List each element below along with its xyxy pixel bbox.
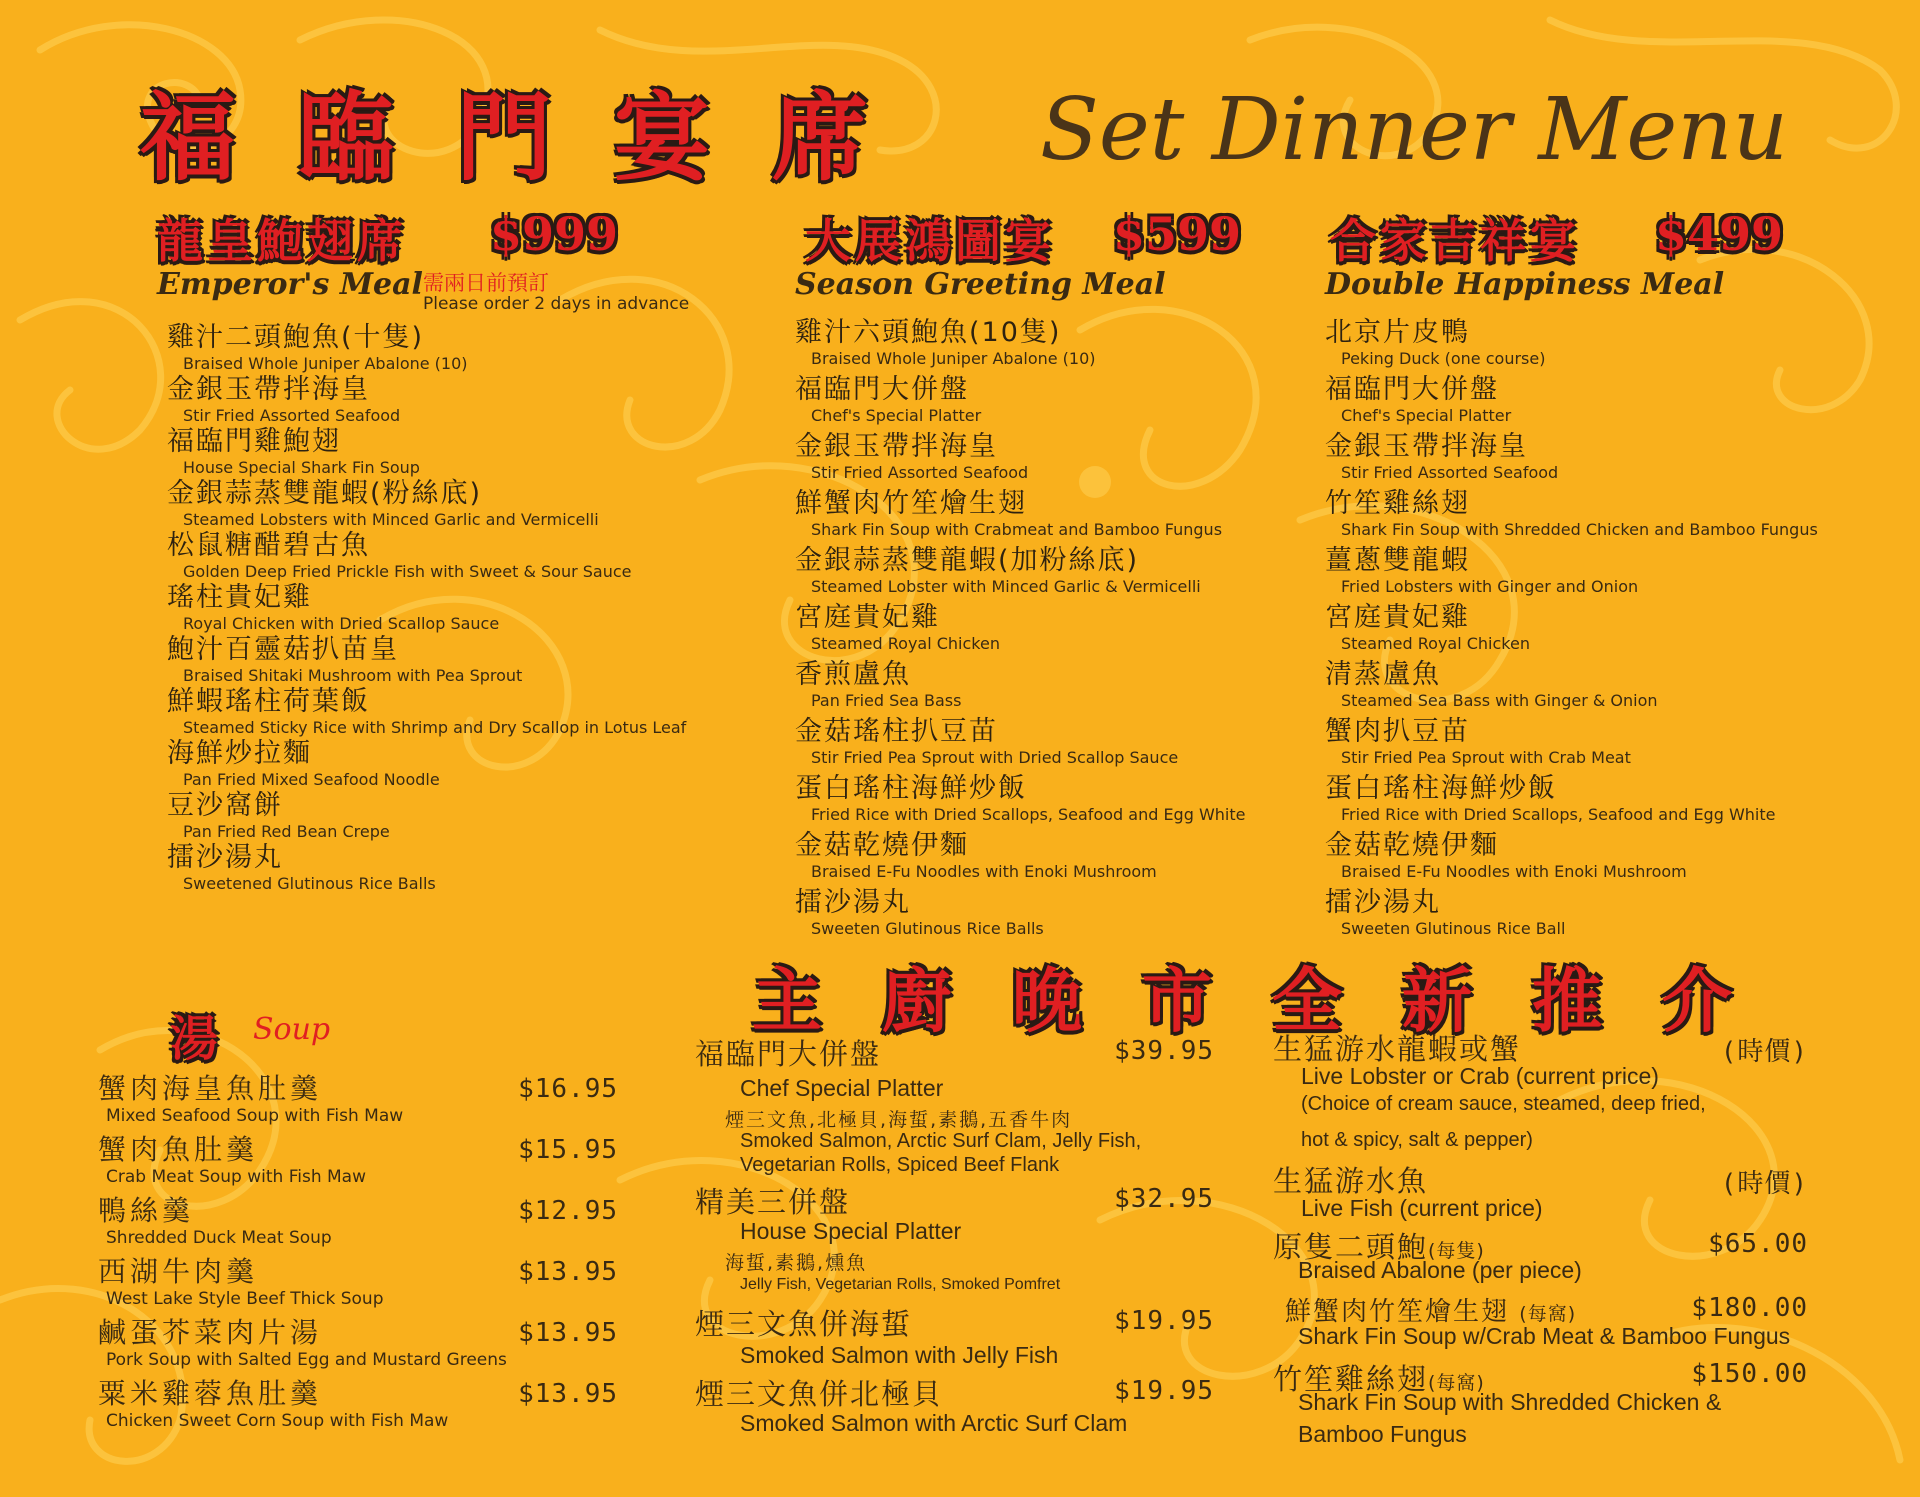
list-item: 擂沙湯丸 Sweetened Glutinous Rice Balls — [167, 842, 436, 893]
list-item: 福臨門大併盤 Chef's Special Platter — [795, 374, 982, 425]
platter2-english: House Special Platter — [740, 1218, 962, 1244]
abalone-price: $65.00 — [1708, 1229, 1808, 1259]
list-item: 瑤柱貴妃雞 Royal Chicken with Dried Scallop Sauce — [167, 582, 500, 633]
list-item: 雞汁二頭鮑魚(十隻) Braised Whole Juniper Abalone (10) — [167, 322, 468, 373]
set-menu-items — [167, 322, 715, 894]
platter2-price: $32.95 — [1114, 1184, 1214, 1214]
set-menu-price: $999 — [490, 207, 619, 261]
salmon1-price: $19.95 — [1114, 1306, 1214, 1336]
list-item: 北京片皮鴨 Peking Duck (one course) — [1325, 317, 1546, 368]
soup-item: 粟米雞蓉魚肚羹 Chicken Sweet Corn Soup with Fish Maw $13.95 — [98, 1377, 618, 1431]
list-item: 福臨門大併盤 Chef's Special Platter — [1325, 374, 1512, 425]
platter1-detail-english-2: Vegetarian Rolls, Spiced Beef Flank — [740, 1154, 1060, 1176]
page-title-chinese: 福臨門宴席 — [140, 81, 930, 194]
list-item: 清蒸盧魚 Steamed Sea Bass with Ginger & Onion — [1325, 659, 1658, 710]
fish-price: (時價) — [1720, 1169, 1808, 1199]
salmon1-name: 煙三文魚併海蜇 — [695, 1307, 913, 1341]
list-item: 松鼠糖醋碧古魚 Golden Deep Fried Prickle Fish with Sweet & Sour Sauce — [167, 530, 632, 581]
list-item: 金菇瑤柱扒豆苗 Stir Fried Pea Sprout with Dried Scallop Sauce — [795, 716, 1179, 767]
set-menu-items — [795, 317, 1295, 944]
soup-price: $16.95 — [518, 1074, 618, 1104]
soup-item: 鴨絲羹 Shredded Duck Meat Soup $12.95 — [98, 1194, 618, 1248]
soup-price: $13.95 — [518, 1318, 618, 1348]
set-menu-season-greeting — [795, 205, 1295, 944]
list-item: 豆沙窩餅 Pan Fried Red Bean Crepe — [167, 790, 390, 841]
list-item: 香煎盧魚 Pan Fried Sea Bass — [795, 659, 962, 710]
sharkfin-crab-unit: (每窩) — [1519, 1303, 1577, 1325]
list-item: 鮮蟹肉竹笙燴生翅 Shark Fin Soup with Crabmeat and Bamboo Fungus — [795, 488, 1223, 539]
list-item: 鮑汁百靈菇扒苗皇 Braised Shitaki Mushroom with Pea Sprout — [167, 634, 523, 685]
soup-price: $15.95 — [518, 1135, 618, 1165]
sharkfin-chicken-price: $150.00 — [1691, 1359, 1808, 1389]
sharkfin-crab-english: Shark Fin Soup w/Crab Meat & Bamboo Fungus — [1298, 1323, 1791, 1349]
platter2-detail-chinese: 海蜇,素鵝,燻魚 — [725, 1252, 868, 1274]
fish-english: Live Fish (current price) — [1301, 1195, 1543, 1221]
advance-notice-english: Please order 2 days in advance — [423, 294, 690, 314]
soup-price: $13.95 — [518, 1379, 618, 1409]
list-item: 金菇乾燒伊麵 Braised E-Fu Noodles with Enoki Mushroom — [795, 830, 1157, 881]
page-title-english: Set Dinner Menu — [1040, 80, 1789, 180]
salmon2-english: Smoked Salmon with Arctic Surf Clam — [740, 1410, 1128, 1436]
set-menu-items — [1325, 317, 1885, 944]
platter2-detail-english: Jelly Fish, Vegetarian Rolls, Smoked Pomfret — [740, 1276, 1061, 1293]
salmon2-price: $19.95 — [1114, 1376, 1214, 1406]
lobster-detail-2: hot & spicy, salt & pepper) — [1301, 1129, 1533, 1151]
chef-specials-seafood — [1273, 1025, 1808, 1455]
soup-section — [98, 1000, 618, 1438]
list-item: 鮮蝦瑤柱荷葉飯 Steamed Sticky Rice with Shrimp and Dry Scallop in Lotus Leaf — [167, 686, 687, 737]
salmon1-english: Smoked Salmon with Jelly Fish — [740, 1342, 1059, 1368]
list-item: 蟹肉扒豆苗 Stir Fried Pea Sprout with Crab Meat — [1325, 716, 1631, 767]
sharkfin-chicken-english: Shark Fin Soup with Shredded Chicken & — [1298, 1389, 1722, 1415]
list-item: 金銀蒜蒸雙龍蝦(粉絲底) Steamed Lobsters with Minced Garlic and Vermicelli — [167, 478, 599, 529]
lobster-english: Live Lobster or Crab (current price) — [1301, 1063, 1659, 1089]
chef-specials-platters — [695, 1030, 1220, 1450]
list-item: 金菇乾燒伊麵 Braised E-Fu Noodles with Enoki Mushroom — [1325, 830, 1687, 881]
set-menu-english-name: Emperor's Meal — [157, 267, 423, 302]
list-item: 宮庭貴妃雞 Steamed Royal Chicken — [795, 602, 1000, 653]
sharkfin-crab-name: 鮮蟹肉竹笙燴生翅 (每窩) — [1285, 1297, 1577, 1327]
platter1-name: 福臨門大併盤 — [695, 1037, 882, 1071]
soup-price: $12.95 — [518, 1196, 618, 1226]
fish-name: 生猛游水魚 — [1273, 1164, 1429, 1198]
abalone-name: 原隻二頭鮑(每隻) — [1273, 1230, 1485, 1264]
list-item: 福臨門雞鮑翅 House Special Shark Fin Soup — [167, 426, 420, 477]
lobster-detail-1: (Choice of cream sauce, steamed, deep fried, — [1301, 1093, 1706, 1115]
soup-title-chinese: 湯 — [170, 1011, 219, 1067]
list-item: 金銀玉帶拌海皇 Stir Fried Assorted Seafood — [795, 431, 1029, 482]
set-menu-title: 大展鴻圖宴 — [805, 214, 1055, 268]
set-menu-title: 龍皇鮑翅席 — [157, 214, 407, 268]
soup-item: 蟹肉海皇魚肚羹 Mixed Seafood Soup with Fish Maw $16.95 — [98, 1072, 618, 1126]
sharkfin-chicken-unit: (每窩) — [1428, 1372, 1485, 1394]
chef-specials-title: 主廚晚市全新推介 — [752, 959, 1792, 1042]
abalone-unit: (每隻) — [1428, 1240, 1485, 1262]
platter1-detail-english: Smoked Salmon, Arctic Surf Clam, Jelly Fish, — [740, 1130, 1142, 1152]
set-menu-title: 合家吉祥宴 — [1330, 214, 1580, 268]
soup-item: 鹹蛋芥菜肉片湯 Pork Soup with Salted Egg and Mustard Greens $13.95 — [98, 1316, 618, 1370]
list-item: 竹笙雞絲翅 Shark Fin Soup with Shredded Chicken and Bamboo Fungus — [1325, 488, 1818, 539]
list-item: 金銀玉帶拌海皇 Stir Fried Assorted Seafood — [167, 374, 401, 425]
list-item: 海鮮炒拉麵 Pan Fried Mixed Seafood Noodle — [167, 738, 440, 789]
set-menu-price: $599 — [1113, 207, 1242, 261]
list-item: 金銀玉帶拌海皇 Stir Fried Assorted Seafood — [1325, 431, 1559, 482]
set-menu-english-name: Double Happiness Meal — [1325, 267, 1725, 302]
platter1-detail-chinese: 煙三文魚,北極貝,海蜇,素鵝,五香牛肉 — [725, 1109, 1073, 1131]
soup-item: 蟹肉魚肚羹 Crab Meat Soup with Fish Maw $15.95 — [98, 1133, 618, 1187]
list-item: 金銀蒜蒸雙龍蝦(加粉絲底) Steamed Lobster with Minced Garlic & Vermicelli — [795, 545, 1201, 596]
platter1-english: Chef Special Platter — [740, 1075, 944, 1101]
set-menu-emperor — [155, 205, 715, 894]
salmon2-name: 煙三文魚併北極貝 — [695, 1377, 944, 1411]
soup-price: $13.95 — [518, 1257, 618, 1287]
set-menu-english-name: Season Greeting Meal — [795, 267, 1166, 302]
lobster-price: (時價) — [1720, 1037, 1808, 1067]
list-item: 蛋白瑤柱海鮮炒飯 Fried Rice with Dried Scallops, Seafood and Egg White — [1325, 773, 1776, 824]
list-item: 宮庭貴妃雞 Steamed Royal Chicken — [1325, 602, 1530, 653]
soup-title-english: Soup — [253, 1012, 331, 1047]
platter2-name: 精美三併盤 — [695, 1185, 851, 1219]
lobster-name: 生猛游水龍蝦或蟹 — [1273, 1032, 1522, 1066]
advance-notice-chinese: 需兩日前預訂 — [423, 271, 549, 295]
sharkfin-chicken-name: 竹笙雞絲翅(每窩) — [1273, 1362, 1485, 1396]
platter1-price: $39.95 — [1114, 1036, 1214, 1066]
sharkfin-crab-price: $180.00 — [1691, 1293, 1808, 1323]
list-item: 擂沙湯丸 Sweeten Glutinous Rice Ball — [1325, 887, 1566, 938]
set-menu-double-happiness — [1325, 205, 1885, 944]
list-item: 雞汁六頭鮑魚(10隻) Braised Whole Juniper Abalone (10) — [795, 317, 1096, 368]
abalone-english: Braised Abalone (per piece) — [1298, 1257, 1582, 1283]
list-item: 薑蔥雙龍蝦 Fried Lobsters with Ginger and Onion — [1325, 545, 1639, 596]
list-item: 擂沙湯丸 Sweeten Glutinous Rice Balls — [795, 887, 1044, 938]
set-menu-price: $499 — [1655, 207, 1784, 261]
list-item: 蛋白瑤柱海鮮炒飯 Fried Rice with Dried Scallops, Seafood and Egg White — [795, 773, 1246, 824]
soup-item: 西湖牛肉羹 West Lake Style Beef Thick Soup $13.95 — [98, 1255, 618, 1309]
sharkfin-chicken-english-2: Bamboo Fungus — [1298, 1421, 1467, 1447]
